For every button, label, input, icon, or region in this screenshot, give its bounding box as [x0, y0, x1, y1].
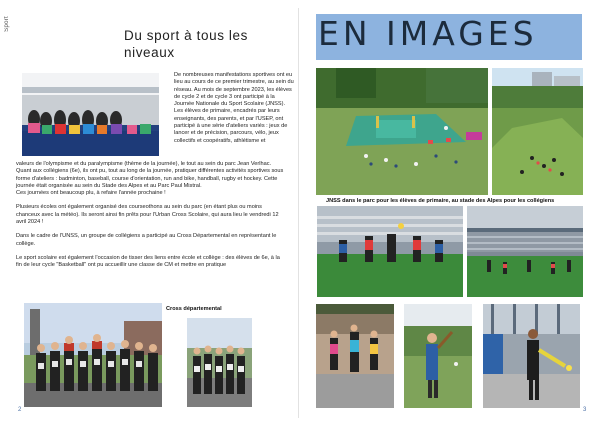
page-title-right: EN IMAGES [318, 14, 538, 53]
paragraph: Plusieurs écoles ont également organisé des courseothons au sein du parc (en étant plus ou moins chanceux avec la météo). Ils seront ainsi fin prêts pour l'Urban Cross Scolaire, qui aura lieu le vendredi 12 avril 2024 ! [16, 204, 279, 226]
paragraph: Dans le cadre de l'UNSS, un groupe de collégiens a participé au Cross Départemental en représentant le collège. [16, 233, 277, 247]
photo-gym-baseball [483, 304, 580, 408]
cross-caption: Cross départemental [166, 306, 222, 312]
photo-gym-students [22, 73, 159, 156]
photo-cross-runners [187, 318, 252, 407]
page-number-right: 3 [583, 407, 587, 413]
photo-park-fields [316, 68, 488, 195]
photo-child-bat [404, 304, 472, 408]
jnss-caption: JNSS dans le parc pour les élèves de primaire, au stade des Alpes pour les collégiens [326, 198, 555, 204]
paragraph: Ces journées ont beaucoup plu, à refaire l'année prochaine ! [16, 190, 166, 197]
page-number-left: 2 [18, 407, 22, 413]
photo-stadium-play [317, 206, 463, 297]
paragraph: valeurs de l'olympisme et du paralympisme (thème de la journée), le tout au sein du parc Jean Verlhac. [16, 161, 272, 167]
page-title: Du sport à tous les niveaux [124, 28, 248, 60]
photo-courtyard-play [316, 304, 394, 408]
intro-paragraph: De nombreuses manifestations sportives ont eu lieu au cours de ce premier trimestre, au sein du réseau. Au mois de septembre 2023, les élèves de cycle 2 et de cycle 3 ont participé à la Journée Nationale du Sport Scolaire (JNSS). Les élèves de primaire, encadrés par leurs enseignants, des parents, et par l'USEP, ont participé à une série d'ateliers variés : jeux de lancer et de précision, parcours, vélo, jeux collectifs et coopératifs, athlétisme et [174, 72, 294, 144]
section-label: Sport [4, 16, 10, 32]
paragraph: Le sport scolaire est également l'occasion de tisser des liens entre école et collège : des élèves de 6e, à la fin de leur cycle "Basketball" ont pu accueillir une classe de CM et mettre en pratique [16, 254, 280, 269]
photo-cross-team [24, 303, 162, 407]
article-body [16, 161, 284, 270]
photo-park-slope [492, 68, 583, 195]
gutter-divider [298, 8, 299, 418]
paragraph: Quant aux collégiens (6e), ils ont pu, tout au long de la journée, pratiquer différentes activités sportives sous forme d'ateliers : badminton, baseball, course d'orientation, run and bike, handball, rugby et hockey. Cette journée était organisée au sein du Stade des Alpes et au Parc Paul Mistral. [16, 168, 284, 189]
photo-stadium-wide [467, 206, 583, 297]
